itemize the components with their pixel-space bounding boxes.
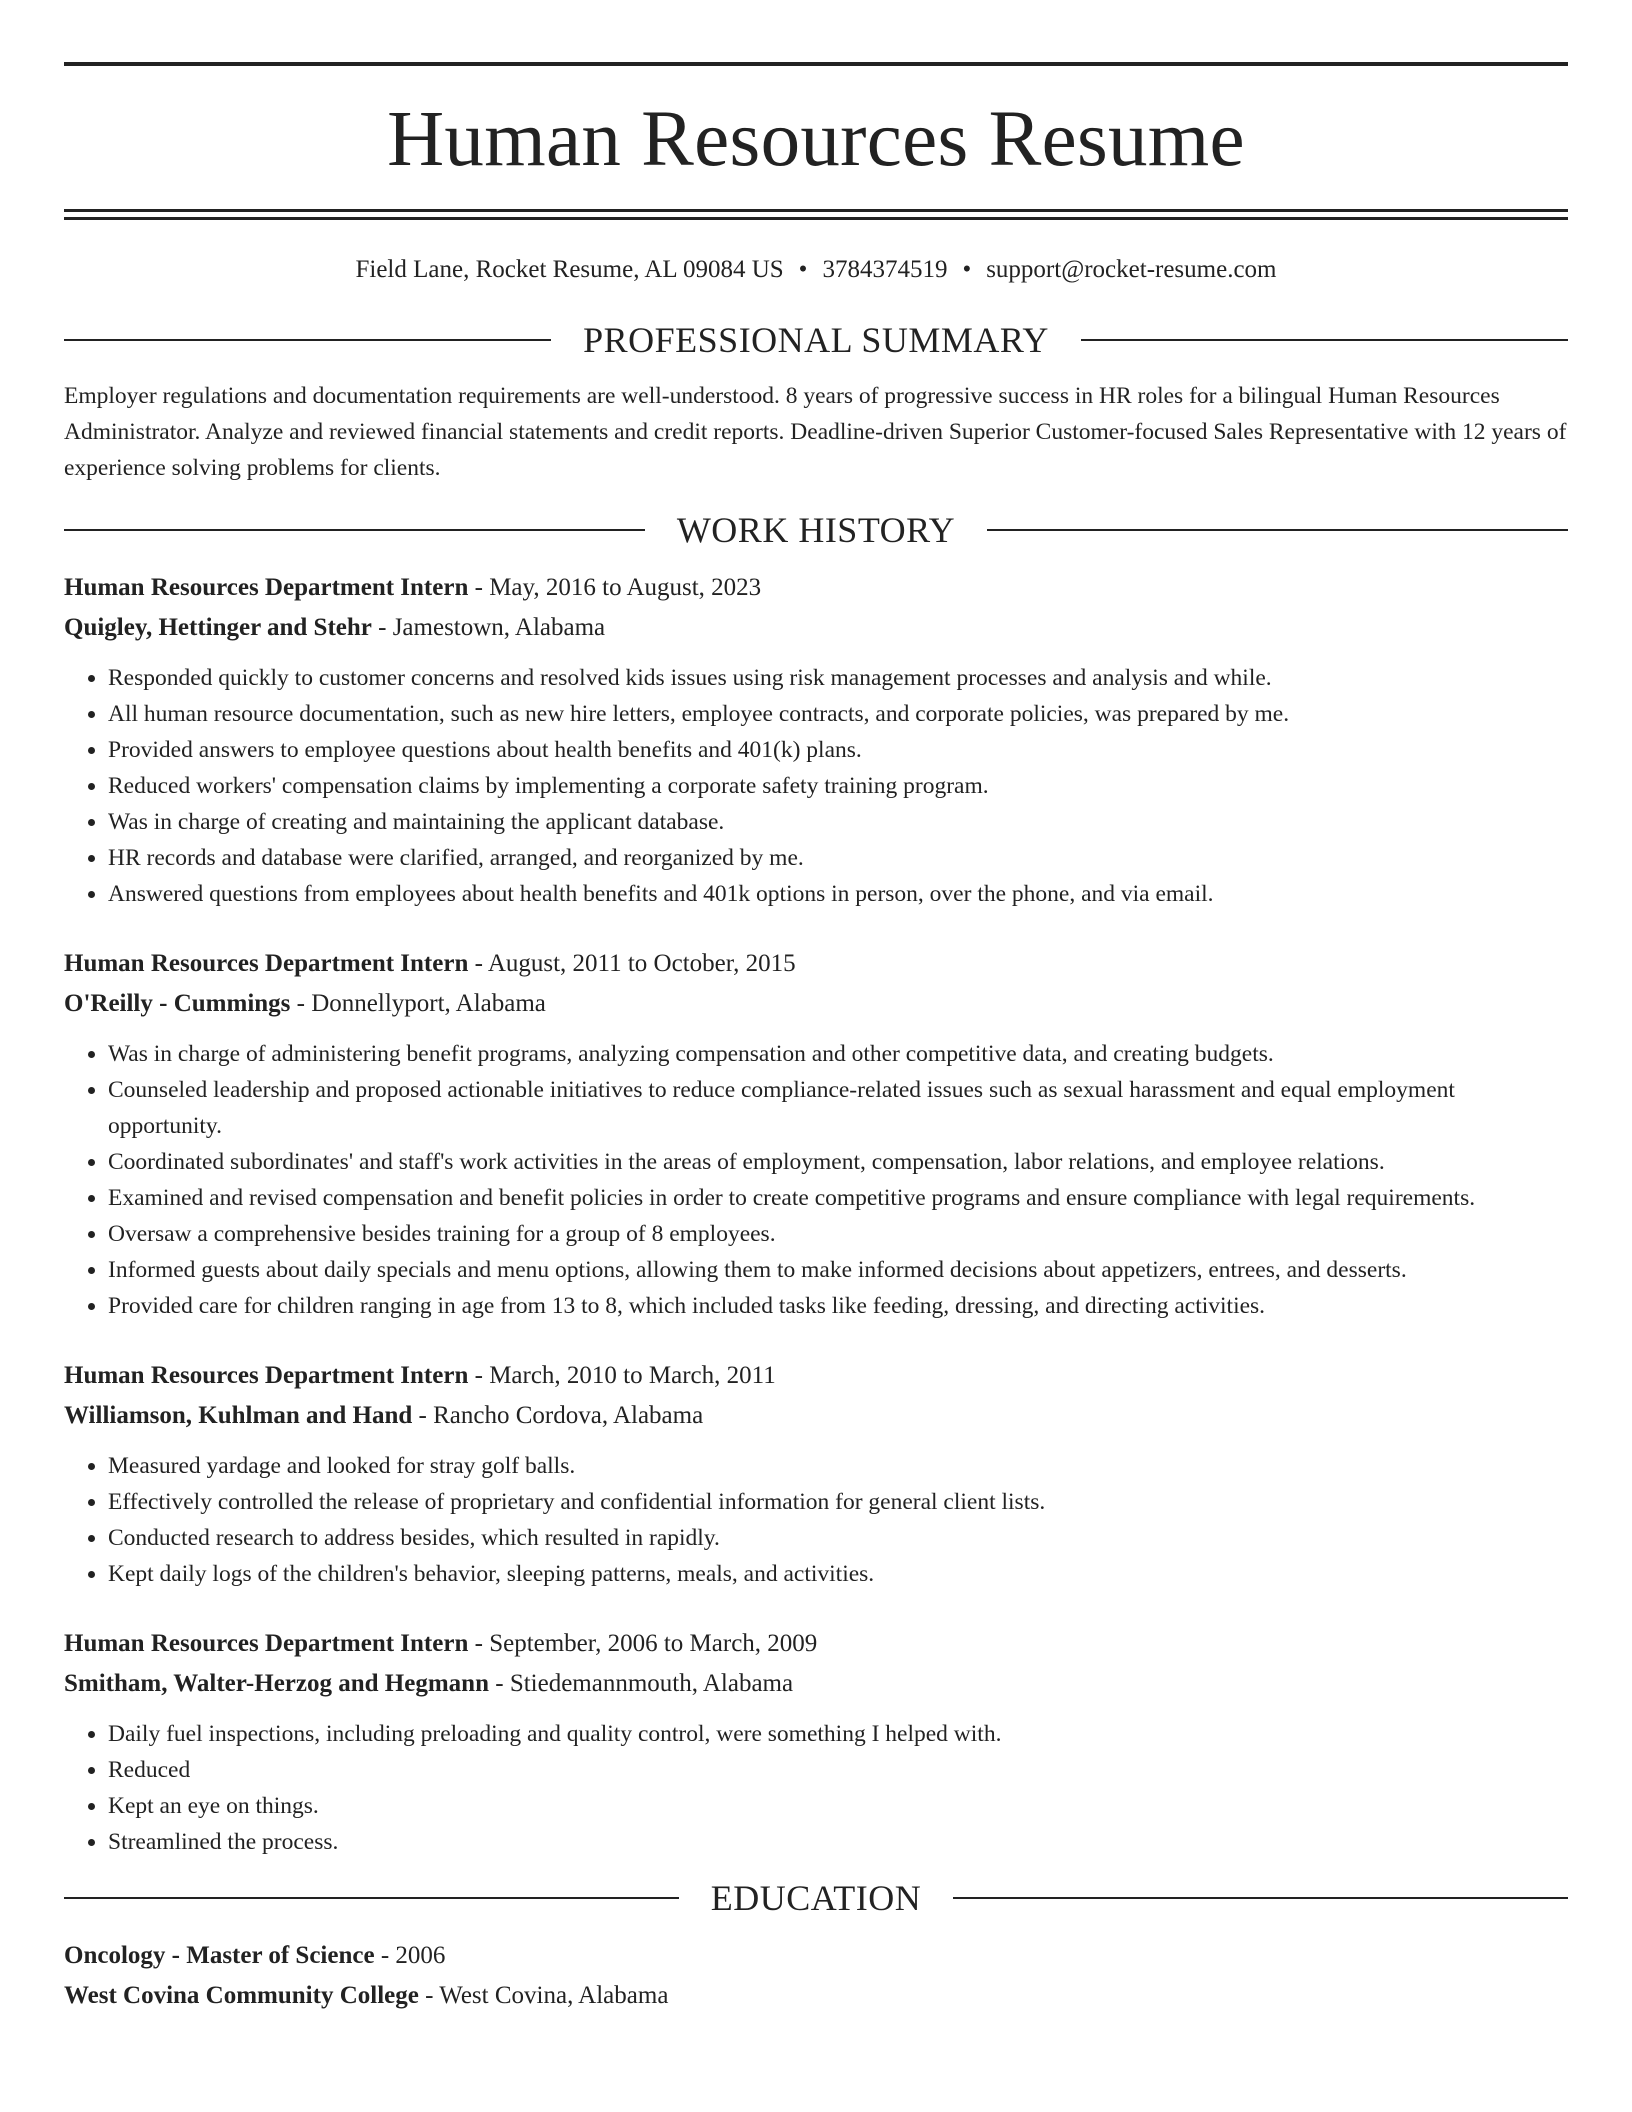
contact-separator: • — [798, 256, 808, 283]
job-bullet: • Daily fuel inspections, including preloading and quality control, were something I helped with. — [108, 1716, 1568, 1752]
summary-section-heading — [64, 322, 1568, 358]
job-bullet: • Measured yardage and looked for stray golf balls. — [108, 1448, 1568, 1484]
job-company: Williamson, Kuhlman and Hand — [64, 1402, 413, 1429]
job-company: Smitham, Walter-Herzog and Hegmann — [64, 1670, 489, 1697]
job-location: Donnellyport, Alabama — [311, 990, 546, 1017]
education-degree-line: Oncology - Master of Science - 2006 — [64, 1942, 446, 1969]
job-title: Human Resources Department Intern — [64, 574, 469, 601]
heading-rule-left — [64, 1897, 679, 1899]
job-bullets — [64, 660, 1568, 912]
job-dates: August, 2011 to October, 2015 — [487, 950, 796, 977]
job-entry — [64, 1624, 1568, 1860]
job-company-line: Williamson, Kuhlman and Hand - Rancho Cordova, Alabama — [64, 1402, 704, 1429]
job-bullet: • Conducted research to address besides, which resulted in rapidly. — [108, 1520, 1568, 1556]
education-heading-label: EDUCATION — [710, 1878, 922, 1918]
job-bullet: • Provided care for children ranging in age from 13 to 8, which included tasks like feeding, dressing, and directing activities. — [108, 1288, 1568, 1324]
job-title-line: Human Resources Department Intern - March, 2010 to March, 2011 — [64, 1362, 776, 1389]
job-dates: May, 2016 to August, 2023 — [489, 574, 762, 601]
job-company-line: Quigley, Hettinger and Stehr - Jamestown, Alabama — [64, 614, 606, 641]
job-bullet: • Was in charge of creating and maintaining the applicant database. — [108, 804, 1568, 840]
resume-title: Human Resources Resume — [387, 96, 1245, 183]
contact-separator: • — [962, 256, 972, 283]
work-section-heading — [64, 512, 1568, 548]
job-bullet: • Kept an eye on things. — [108, 1788, 1568, 1824]
contact-address: Field Lane, Rocket Resume, AL 09084 US — [355, 256, 784, 283]
job-bullet: • Examined and revised compensation and benefit policies in order to create competitive programs and ensure compliance with legal requirements. — [108, 1180, 1568, 1216]
contact-line — [64, 256, 1568, 284]
job-title: Human Resources Department Intern — [64, 1362, 469, 1389]
heading-rule-right — [987, 529, 1568, 531]
job-bullet: • Streamlined the process. — [108, 1824, 1568, 1860]
job-bullet: • Effectively controlled the release of proprietary and confidential information for general client lists. — [108, 1484, 1568, 1520]
professional-summary: Employer regulations and documentation requirements are well-understood. 8 years of progressive success in HR roles for a bilingual Human Resources Administrator. Analyze and reviewed financial statements and credit reports. Deadline-driven Superior Customer-focused Sales Representative with 12 years of experience solving problems for clients. — [64, 383, 1567, 481]
education-section-heading — [64, 1880, 1568, 1916]
education-school-line: West Covina Community College - West Covina, Alabama — [64, 1982, 669, 2009]
job-entry — [64, 944, 1568, 1324]
job-bullet: • Reduced workers' compensation claims by implementing a corporate safety training program. — [108, 768, 1568, 804]
job-company-line: O'Reilly - Cummings - Donnellyport, Alabama — [64, 990, 546, 1017]
job-bullet: • Provided answers to employee questions about health benefits and 401(k) plans. — [108, 732, 1568, 768]
job-bullet: • HR records and database were clarified, arranged, and reorganized by me. — [108, 840, 1568, 876]
job-bullet: • Responded quickly to customer concerns and resolved kids issues using risk management processes and analysis and while. — [108, 660, 1568, 696]
job-entry — [64, 568, 1568, 912]
job-company-line: Smitham, Walter-Herzog and Hegmann - Stiedemannmouth, Alabama — [64, 1670, 794, 1697]
job-bullets — [64, 1716, 1568, 1860]
heading-rule-left — [64, 339, 551, 341]
education-degree: Oncology - Master of Science — [64, 1942, 375, 1969]
job-location: Stiedemannmouth, Alabama — [509, 1670, 794, 1697]
job-bullet: • All human resource documentation, such as new hire letters, employee contracts, and corporate policies, was prepared by me. — [108, 696, 1568, 732]
job-company: O'Reilly - Cummings — [64, 990, 291, 1017]
education-year: 2006 — [395, 1942, 446, 1969]
heading-rule-right — [1081, 339, 1568, 341]
job-bullet: • Informed guests about daily specials and menu options, allowing them to make informed decisions about appetizers, entrees, and desserts. — [108, 1252, 1568, 1288]
job-bullet: • Reduced — [108, 1752, 1568, 1788]
education-entry — [64, 1936, 1568, 2016]
job-title: Human Resources Department Intern — [64, 1630, 469, 1657]
job-bullets — [64, 1448, 1568, 1592]
work-heading-label: WORK HISTORY — [676, 510, 956, 550]
job-bullet: • Counseled leadership and proposed actionable initiatives to reduce compliance-related issues such as sexual harassment and equal employment opportunity. — [108, 1072, 1568, 1144]
job-title-line: Human Resources Department Intern - May, 2016 to August, 2023 — [64, 574, 762, 601]
summary-heading-label: PROFESSIONAL SUMMARY — [583, 320, 1049, 360]
job-bullets — [64, 1036, 1568, 1324]
job-dates: March, 2010 to March, 2011 — [489, 1362, 776, 1389]
heading-rule-left — [64, 529, 645, 531]
job-company: Quigley, Hettinger and Stehr — [64, 614, 372, 641]
job-bullet: • Coordinated subordinates' and staff's work activities in the areas of employment, compensation, labor relations, and employee relations. — [108, 1144, 1568, 1180]
contact-phone: 3784374519 — [822, 256, 948, 283]
job-entry — [64, 1356, 1568, 1592]
work-history-list — [64, 568, 1568, 1860]
job-title-line: Human Resources Department Intern - September, 2006 to March, 2009 — [64, 1630, 818, 1657]
heading-rule-right — [953, 1897, 1568, 1899]
job-bullet: • Answered questions from employees about health benefits and 401k options in person, over the phone, and via email. — [108, 876, 1568, 912]
job-dates: September, 2006 to March, 2009 — [489, 1630, 818, 1657]
top-rule — [64, 62, 1568, 66]
job-location: Rancho Cordova, Alabama — [433, 1402, 704, 1429]
job-bullet: • Was in charge of administering benefit programs, analyzing compensation and other competitive data, and creating budgets. — [108, 1036, 1568, 1072]
contact-email[interactable]: support@rocket-resume.com — [986, 256, 1277, 283]
education-school: West Covina Community College — [64, 1982, 419, 2009]
job-title: Human Resources Department Intern — [64, 950, 469, 977]
job-bullet: • Oversaw a comprehensive besides training for a group of 8 employees. — [108, 1216, 1568, 1252]
title-double-rule — [64, 209, 1568, 220]
education-location: West Covina, Alabama — [439, 1982, 669, 2009]
job-location: Jamestown, Alabama — [392, 614, 606, 641]
job-title-line: Human Resources Department Intern - August, 2011 to October, 2015 — [64, 950, 796, 977]
job-bullet: • Kept daily logs of the children's behavior, sleeping patterns, meals, and activities. — [108, 1556, 1568, 1592]
